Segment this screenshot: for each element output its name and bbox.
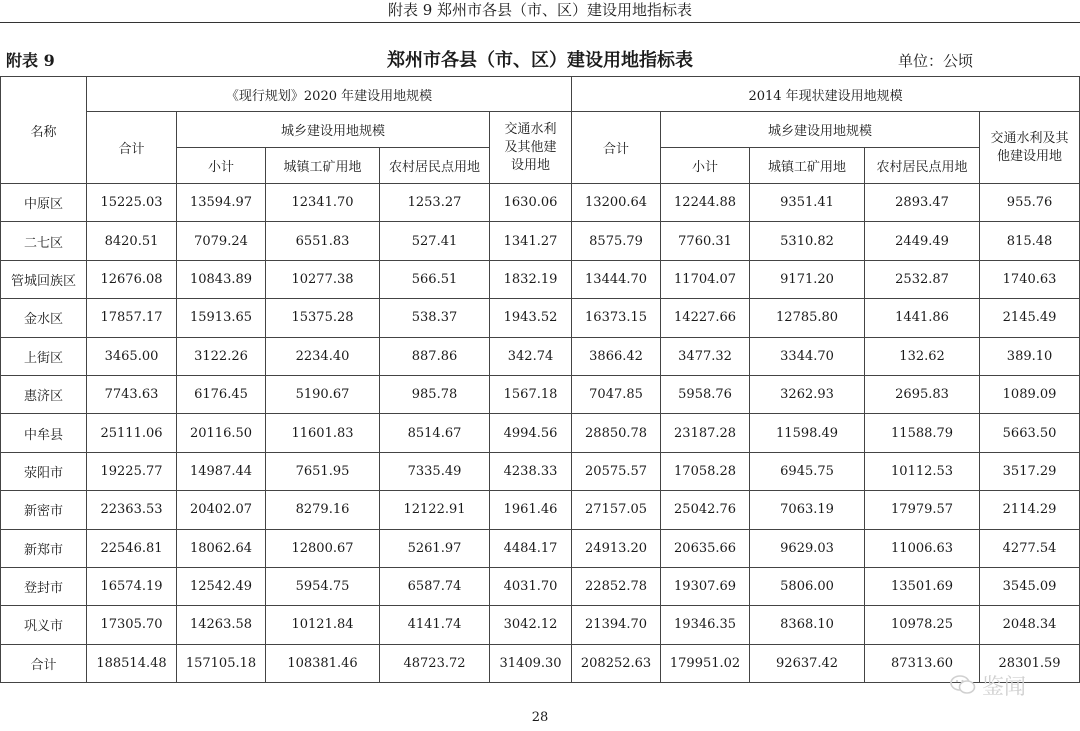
- value-cell: 179951.02: [661, 644, 750, 682]
- wechat-icon: [950, 674, 976, 696]
- value-cell: 9351.41: [750, 184, 865, 222]
- value-cell: 12244.88: [661, 184, 750, 222]
- table-row: [1, 452, 1080, 490]
- value-cell: 2145.49: [980, 299, 1080, 337]
- value-cell: 4277.54: [980, 529, 1080, 567]
- header-status-subtotal: 小计: [661, 148, 750, 184]
- value-cell: 389.10: [980, 337, 1080, 375]
- value-cell: 342.74: [490, 337, 572, 375]
- value-cell: 13200.64: [572, 184, 661, 222]
- value-cell: 13501.69: [865, 567, 980, 605]
- table-row: [1, 644, 1080, 682]
- value-cell: 2893.47: [865, 184, 980, 222]
- value-cell: 25042.76: [661, 491, 750, 529]
- value-cell: 8514.67: [380, 414, 490, 452]
- value-cell: 7743.63: [87, 375, 177, 413]
- value-cell: 21394.70: [572, 606, 661, 644]
- value-cell: 28301.59: [980, 644, 1080, 682]
- value-cell: 4484.17: [490, 529, 572, 567]
- value-cell: 1253.27: [380, 184, 490, 222]
- value-cell: 8279.16: [266, 491, 380, 529]
- value-cell: 9629.03: [750, 529, 865, 567]
- page-title: 郑州市各县（市、区）建设用地指标表: [387, 50, 693, 71]
- value-cell: 22852.78: [572, 567, 661, 605]
- header-plan-total: 合计: [87, 112, 177, 184]
- table-row: [1, 222, 1080, 260]
- value-cell: 955.76: [980, 184, 1080, 222]
- value-cell: 19225.77: [87, 452, 177, 490]
- page-number: 28: [531, 710, 549, 725]
- table-row: [1, 260, 1080, 298]
- value-cell: 14263.58: [177, 606, 266, 644]
- value-cell: 3344.70: [750, 337, 865, 375]
- value-cell: 1441.86: [865, 299, 980, 337]
- value-cell: 16574.19: [87, 567, 177, 605]
- row-name-cell: 巩义市: [1, 606, 87, 644]
- value-cell: 566.51: [380, 260, 490, 298]
- row-name-cell: 中牟县: [1, 414, 87, 452]
- value-cell: 1341.27: [490, 222, 572, 260]
- value-cell: 18062.64: [177, 529, 266, 567]
- value-cell: 188514.48: [87, 644, 177, 682]
- value-cell: 12542.49: [177, 567, 266, 605]
- table-row: [1, 529, 1080, 567]
- value-cell: 15225.03: [87, 184, 177, 222]
- header-status-total: 合计: [572, 112, 661, 184]
- value-cell: 12676.08: [87, 260, 177, 298]
- value-cell: 108381.46: [266, 644, 380, 682]
- value-cell: 4031.70: [490, 567, 572, 605]
- table-row: [1, 299, 1080, 337]
- unit-label: 单位：公顷: [898, 52, 974, 70]
- table-body: [1, 184, 1080, 683]
- value-cell: 10121.84: [266, 606, 380, 644]
- value-cell: 17857.17: [87, 299, 177, 337]
- value-cell: 1089.09: [980, 375, 1080, 413]
- value-cell: 3477.32: [661, 337, 750, 375]
- value-cell: 10277.38: [266, 260, 380, 298]
- value-cell: 887.86: [380, 337, 490, 375]
- value-cell: 8420.51: [87, 222, 177, 260]
- value-cell: 10978.25: [865, 606, 980, 644]
- row-name-cell: 管城回族区: [1, 260, 87, 298]
- header-plan-rural-settlement: 农村居民点用地: [380, 148, 490, 184]
- value-cell: 11598.49: [750, 414, 865, 452]
- header-plan-urban-rural: 城乡建设用地规模: [177, 112, 490, 148]
- header-status-2014: 2014 年现状建设用地规模: [572, 77, 1080, 112]
- value-cell: 20402.07: [177, 491, 266, 529]
- value-cell: 87313.60: [865, 644, 980, 682]
- value-cell: 1630.06: [490, 184, 572, 222]
- value-cell: 5663.50: [980, 414, 1080, 452]
- value-cell: 11006.63: [865, 529, 980, 567]
- value-cell: 6587.74: [380, 567, 490, 605]
- value-cell: 4141.74: [380, 606, 490, 644]
- value-cell: 9171.20: [750, 260, 865, 298]
- value-cell: 12800.67: [266, 529, 380, 567]
- value-cell: 6176.45: [177, 375, 266, 413]
- header-status-urban-rural: 城乡建设用地规模: [661, 112, 980, 148]
- value-cell: 16373.15: [572, 299, 661, 337]
- header-plan-2020: 《现行规划》2020 年建设用地规模: [87, 77, 572, 112]
- header-plan-subtotal: 小计: [177, 148, 266, 184]
- value-cell: 11588.79: [865, 414, 980, 452]
- value-cell: 7760.31: [661, 222, 750, 260]
- value-cell: 48723.72: [380, 644, 490, 682]
- row-name-cell: 合计: [1, 644, 87, 682]
- value-cell: 2449.49: [865, 222, 980, 260]
- value-cell: 4994.56: [490, 414, 572, 452]
- value-cell: 10112.53: [865, 452, 980, 490]
- value-cell: 7079.24: [177, 222, 266, 260]
- value-cell: 5190.67: [266, 375, 380, 413]
- value-cell: 815.48: [980, 222, 1080, 260]
- value-cell: 2048.34: [980, 606, 1080, 644]
- value-cell: 23187.28: [661, 414, 750, 452]
- table-row: [1, 567, 1080, 605]
- value-cell: 19346.35: [661, 606, 750, 644]
- table-row: [1, 414, 1080, 452]
- value-cell: 7651.95: [266, 452, 380, 490]
- value-cell: 12122.91: [380, 491, 490, 529]
- value-cell: 20116.50: [177, 414, 266, 452]
- value-cell: 132.62: [865, 337, 980, 375]
- header-status-transport-text: 交通水利及其他建设用地: [990, 130, 1069, 164]
- value-cell: 7047.85: [572, 375, 661, 413]
- value-cell: 11704.07: [661, 260, 750, 298]
- row-name-cell: 荥阳市: [1, 452, 87, 490]
- value-cell: 3042.12: [490, 606, 572, 644]
- running-header: 附表 9 郑州市各县（市、区）建设用地指标表: [0, 0, 1080, 23]
- value-cell: 5958.76: [661, 375, 750, 413]
- table-row: [1, 606, 1080, 644]
- header-status-urban-industrial: 城镇工矿用地: [750, 148, 865, 184]
- header-row-2: [1, 112, 1080, 148]
- row-name-cell: 金水区: [1, 299, 87, 337]
- table-number: 附表 9: [6, 51, 55, 70]
- header-status-transport: [980, 112, 1080, 184]
- value-cell: 17305.70: [87, 606, 177, 644]
- table-row: [1, 375, 1080, 413]
- value-cell: 11601.83: [266, 414, 380, 452]
- value-cell: 5806.00: [750, 567, 865, 605]
- row-name-cell: 中原区: [1, 184, 87, 222]
- row-name-cell: 新密市: [1, 491, 87, 529]
- value-cell: 24913.20: [572, 529, 661, 567]
- value-cell: 5261.97: [380, 529, 490, 567]
- value-cell: 27157.05: [572, 491, 661, 529]
- value-cell: 208252.63: [572, 644, 661, 682]
- value-cell: 12341.70: [266, 184, 380, 222]
- header-plan-transport-text: 交通水利及其他建设用地: [504, 121, 557, 173]
- value-cell: 3122.26: [177, 337, 266, 375]
- value-cell: 3465.00: [87, 337, 177, 375]
- value-cell: 10843.89: [177, 260, 266, 298]
- row-name-cell: 登封市: [1, 567, 87, 605]
- value-cell: 20635.66: [661, 529, 750, 567]
- header-name: 名称: [1, 77, 87, 184]
- value-cell: 12785.80: [750, 299, 865, 337]
- value-cell: 17979.57: [865, 491, 980, 529]
- watermark-text: 鉴闻: [982, 674, 1027, 700]
- header-plan-urban-industrial: 城镇工矿用地: [266, 148, 380, 184]
- table-row: [1, 184, 1080, 222]
- value-cell: 13594.97: [177, 184, 266, 222]
- row-name-cell: 二七区: [1, 222, 87, 260]
- value-cell: 19307.69: [661, 567, 750, 605]
- value-cell: 20575.57: [572, 452, 661, 490]
- header-plan-transport: [490, 112, 572, 184]
- table-row: [1, 337, 1080, 375]
- row-name-cell: 上街区: [1, 337, 87, 375]
- value-cell: 5310.82: [750, 222, 865, 260]
- value-cell: 2532.87: [865, 260, 980, 298]
- title-row: [0, 44, 1080, 74]
- value-cell: 22363.53: [87, 491, 177, 529]
- land-use-table: [0, 76, 1080, 683]
- value-cell: 1567.18: [490, 375, 572, 413]
- value-cell: 6945.75: [750, 452, 865, 490]
- value-cell: 1943.52: [490, 299, 572, 337]
- value-cell: 15913.65: [177, 299, 266, 337]
- value-cell: 4238.33: [490, 452, 572, 490]
- value-cell: 92637.42: [750, 644, 865, 682]
- value-cell: 25111.06: [87, 414, 177, 452]
- value-cell: 22546.81: [87, 529, 177, 567]
- value-cell: 527.41: [380, 222, 490, 260]
- value-cell: 2114.29: [980, 491, 1080, 529]
- value-cell: 985.78: [380, 375, 490, 413]
- value-cell: 14227.66: [661, 299, 750, 337]
- value-cell: 15375.28: [266, 299, 380, 337]
- table-row: [1, 491, 1080, 529]
- value-cell: 538.37: [380, 299, 490, 337]
- value-cell: 8368.10: [750, 606, 865, 644]
- value-cell: 3517.29: [980, 452, 1080, 490]
- value-cell: 7063.19: [750, 491, 865, 529]
- value-cell: 31409.30: [490, 644, 572, 682]
- value-cell: 1740.63: [980, 260, 1080, 298]
- value-cell: 2234.40: [266, 337, 380, 375]
- value-cell: 3545.09: [980, 567, 1080, 605]
- value-cell: 17058.28: [661, 452, 750, 490]
- header-status-rural-settlement: 农村居民点用地: [865, 148, 980, 184]
- value-cell: 28850.78: [572, 414, 661, 452]
- value-cell: 3262.93: [750, 375, 865, 413]
- value-cell: 7335.49: [380, 452, 490, 490]
- row-name-cell: 惠济区: [1, 375, 87, 413]
- value-cell: 14987.44: [177, 452, 266, 490]
- value-cell: 6551.83: [266, 222, 380, 260]
- value-cell: 157105.18: [177, 644, 266, 682]
- row-name-cell: 新郑市: [1, 529, 87, 567]
- value-cell: 8575.79: [572, 222, 661, 260]
- value-cell: 3866.42: [572, 337, 661, 375]
- value-cell: 13444.70: [572, 260, 661, 298]
- value-cell: 2695.83: [865, 375, 980, 413]
- watermark: [950, 670, 1070, 700]
- header-row-1: [1, 77, 1080, 112]
- value-cell: 1832.19: [490, 260, 572, 298]
- value-cell: 1961.46: [490, 491, 572, 529]
- value-cell: 5954.75: [266, 567, 380, 605]
